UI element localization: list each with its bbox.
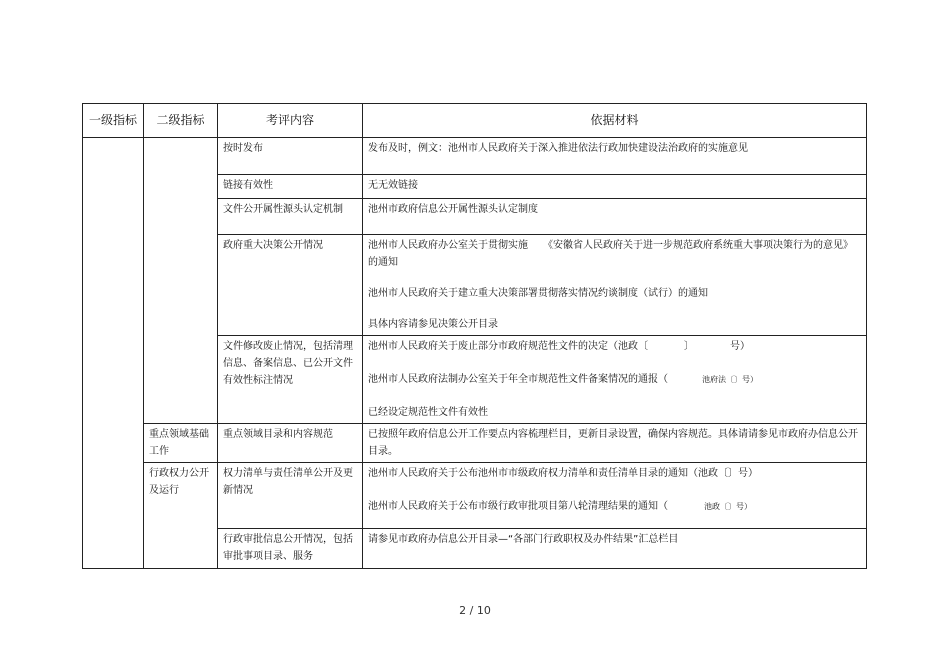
material-text: 〕: [684, 341, 694, 352]
material-cell: [363, 235, 867, 336]
content-cell: 权力清单与责任清单公开及更新情况: [218, 463, 363, 529]
spacer: [368, 482, 861, 498]
material-text: 号）: [730, 341, 750, 352]
level2-cell: 重点领域基础工作: [144, 424, 218, 463]
table-row: [83, 138, 867, 175]
spacer: [368, 355, 861, 371]
level2-cell-empty: [144, 138, 218, 424]
material-line: 池州市人民政府关于公布池州市市级政府权力清单和责任清单目录的通知（池政〔〕号）: [368, 468, 758, 479]
material-line: [368, 338, 861, 355]
material-text: 池州市人民政府关于公布市级行政审批项目第八轮清理结果的通知（: [368, 501, 668, 512]
content-cell: 文件公开属性源头认定机制: [218, 199, 363, 235]
material-cell: 已按照年政府信息公开工作要点内容梳理栏目，更新目录设置，确保内容规范。具体请请参见市政府办信息公开目录。: [363, 424, 867, 463]
header-content: 考评内容: [218, 104, 363, 138]
material-line: 具体内容请参见决策公开目录: [368, 319, 498, 330]
material-line: [368, 498, 861, 515]
level1-cell-empty: [83, 138, 144, 569]
page-number: 2 / 10: [459, 604, 491, 617]
table-row: [83, 424, 867, 463]
spacer: [368, 271, 861, 285]
material-line: 已经设定规范性文件有效性: [368, 407, 488, 418]
material-text: 池州市人民政府法制办公室关于年全市规范性文件备案情况的通报（: [368, 374, 668, 385]
material-cell: [363, 463, 867, 529]
header-level2: 二级指标: [144, 104, 218, 138]
material-cell: 无无效链接: [363, 175, 867, 199]
content-cell: 行政审批信息公开情况，包括审批事项目录、服务: [218, 529, 363, 569]
material-cell: 池州市政府信息公开属性源头认定制度: [363, 199, 867, 235]
spacer: [368, 388, 861, 404]
material-line: [368, 371, 861, 388]
content-cell: 链接有效性: [218, 175, 363, 199]
material-text: 池州市人民政府关于废止部分市政府规范性文件的决定（池政〔: [368, 341, 648, 352]
header-material: 依据材料: [363, 104, 867, 138]
header-level1: 一级指标: [83, 104, 144, 138]
material-cell: [363, 336, 867, 424]
content-cell: 按时发布: [218, 138, 363, 175]
spacer: [368, 302, 861, 316]
table-row: [83, 463, 867, 529]
evaluation-table: [82, 103, 867, 569]
material-cell: 发布及时，例文：池州市人民政府关于深入推进依法行政加快建设法治政府的实施意见: [363, 138, 867, 175]
material-line: 池州市人民政府关于建立重大决策部署贯彻落实情况约谈制度（试行）的通知: [368, 288, 708, 299]
content-cell: 重点领域目录和内容规范: [218, 424, 363, 463]
content-cell: 文件修改废止情况，包括清理信息、备案信息、已公开文件有效性标注情况: [218, 336, 363, 424]
material-text: 池政〔〕号）: [704, 502, 752, 511]
content-cell: 政府重大决策公开情况: [218, 235, 363, 336]
level2-cell: 行政权力公开及运行: [144, 463, 218, 569]
material-cell: 请参见市政府办信息公开目录—“各部门行政职权及办件结果”汇总栏目: [363, 529, 867, 569]
table-header-row: [83, 104, 867, 138]
material-line: 池州市人民政府办公室关于贯彻实施 《安徽省人民政府关于进一步规范政府系统重大事项决策行为的意见》的通知: [368, 240, 853, 268]
material-text: 池府法〔〕号）: [702, 375, 758, 384]
